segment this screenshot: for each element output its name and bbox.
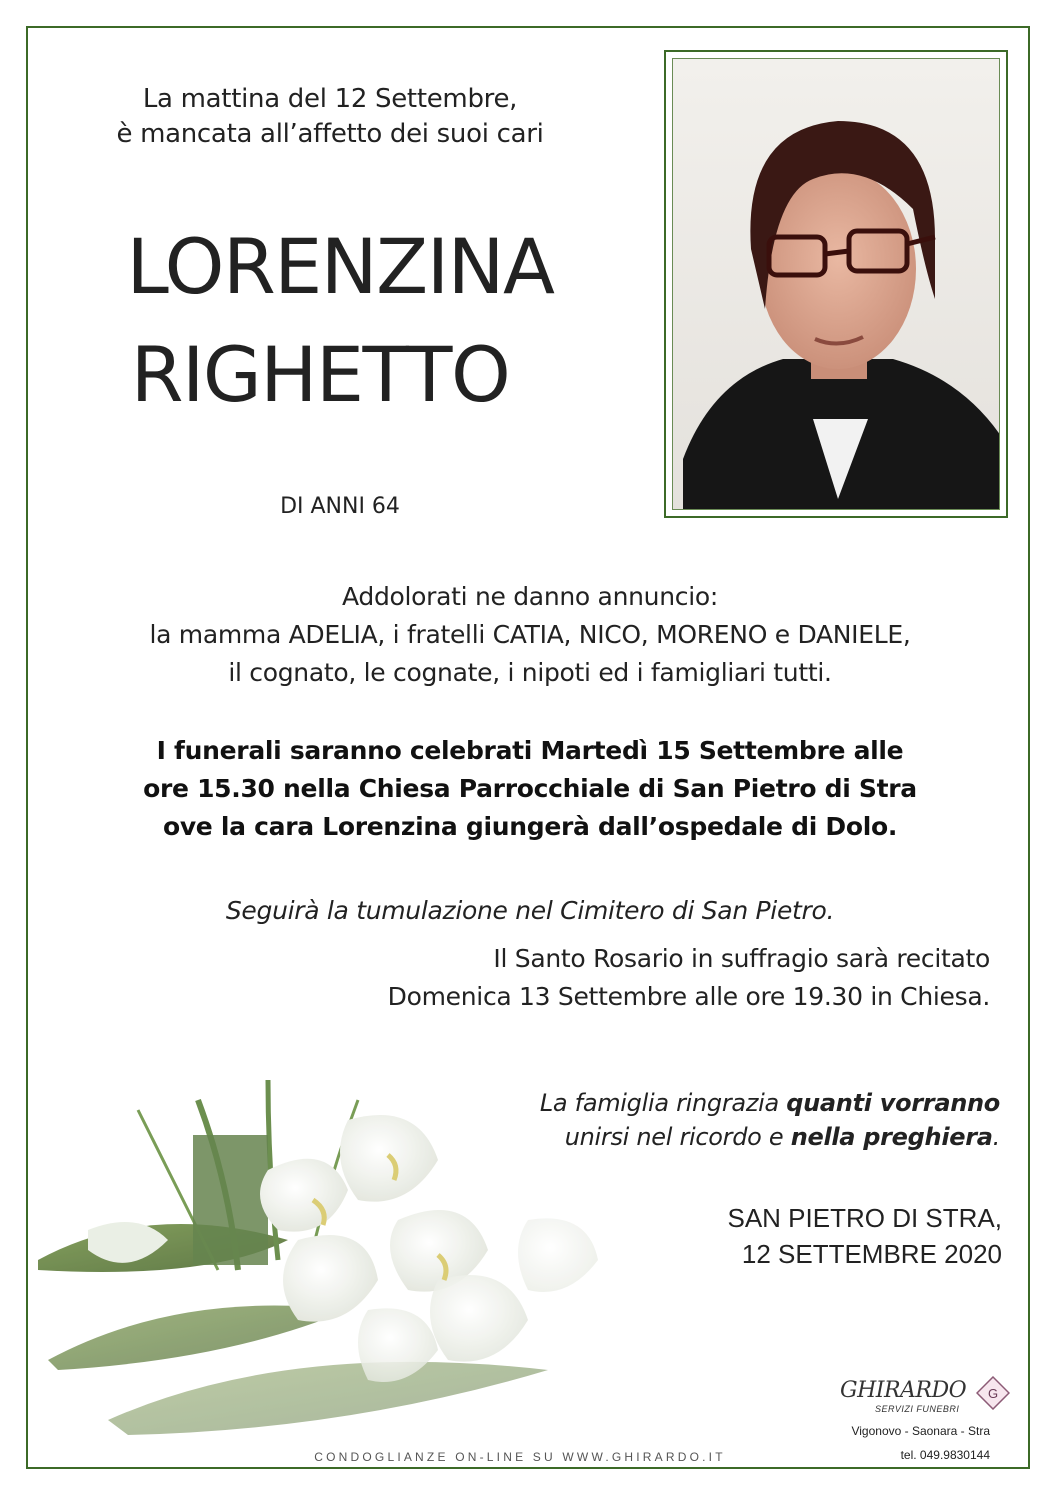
- deceased-last-name: RIGHETTO: [130, 330, 510, 419]
- condolences-url: CONDOGLIANZE ON-LINE SU WWW.GHIRARDO.IT: [314, 1450, 726, 1464]
- funeral-line-2: ore 15.30 nella Chiesa Parrocchiale di San Pietro di Stra: [143, 774, 917, 803]
- portrait-photo: [672, 58, 1000, 510]
- ghirardo-diamond-logo-icon: [976, 1376, 1010, 1410]
- thanks-line-2: [380, 1120, 1000, 1154]
- rosary-details: [260, 940, 990, 1016]
- place-and-date: [640, 1200, 1002, 1272]
- logo-letter: G: [987, 1386, 999, 1401]
- funeral-details: [60, 732, 1000, 846]
- place: SAN PIETRO DI STRA,: [727, 1203, 1002, 1233]
- funeral-home-name: GHIRARDO: [840, 1378, 967, 1403]
- rosary-line-2: Domenica 13 Settembre alle ore 19.30 in Chiesa.: [387, 982, 990, 1011]
- announcement-text: [60, 578, 1000, 692]
- announcement-line-2: la mamma ADELIA, i fratelli CATIA, NICO, MORENO e DANIELE,: [149, 620, 911, 649]
- deceased-age: DI ANNI 64: [280, 494, 400, 519]
- thanks-line-1-a: La famiglia ringrazia: [539, 1089, 787, 1117]
- thanks-line-2-b: nella preghiera: [790, 1123, 993, 1151]
- date: 12 SETTEMBRE 2020: [741, 1239, 1002, 1269]
- announcement-line-3: il cognato, le cognate, i nipoti ed i famigliari tutti.: [228, 658, 832, 687]
- intro-line-1: La mattina del 12 Settembre,: [142, 84, 518, 114]
- rosary-line-1: Il Santo Rosario in suffragio sarà recitato: [493, 944, 990, 973]
- funeral-line-3: ove la cara Lorenzina giungerà dall’ospedale di Dolo.: [162, 812, 898, 841]
- burial-note: Seguirà la tumulazione nel Cimitero di San Pietro.: [225, 896, 835, 925]
- intro-text: [60, 82, 600, 152]
- funeral-line-1: I funerali saranno celebrati Martedì 15 Settembre alle: [156, 736, 904, 765]
- deceased-first-name: LORENZINA: [126, 222, 554, 311]
- thanks-line-2-c: .: [992, 1123, 1000, 1151]
- intro-line-2: è mancata all’affetto dei suoi cari: [116, 119, 544, 149]
- thanks-line-2-a: unirsi nel ricordo e: [564, 1123, 791, 1151]
- funeral-home-towns: Vigonovo - Saonara - Stra: [851, 1424, 990, 1438]
- funeral-home-logo: [830, 1372, 1020, 1422]
- funeral-home-phone: tel. 049.9830144: [900, 1448, 990, 1462]
- thanks-line-1-b: quanti vorranno: [786, 1089, 1000, 1117]
- funeral-home-subtitle: SERVIZI FUNEBRI: [875, 1404, 960, 1414]
- announcement-line-1: Addolorati ne danno annuncio:: [342, 582, 718, 611]
- portrait-photo-frame: [664, 50, 1008, 518]
- thanks-line-1: [380, 1086, 1000, 1120]
- thanks-message: [380, 1086, 1000, 1154]
